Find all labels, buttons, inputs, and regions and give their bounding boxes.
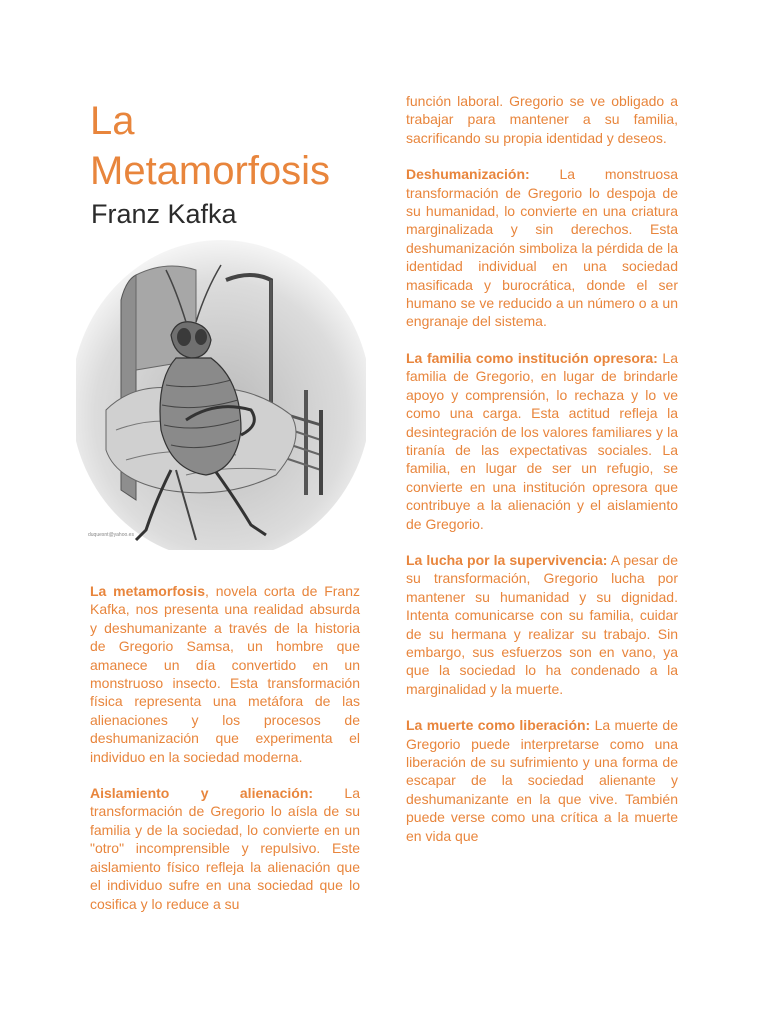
section-text: La familia de Gregorio, en lugar de brindarle apoyo y comprensión, lo rechaza y lo ve como una carga. Esta actitud refleja la desintegración de los valores familiares y la tiranía de las expectativas sociales. La familia, en lugar de ser un refugio, se convierte en una institución opresora que contribuye a la alienación y el aislamiento de Gregorio.	[406, 349, 678, 532]
section-text: La monstruosa transformación de Gregorio lo despoja de su humanidad, lo convierte en una criatura marginalizada y sin derechos. Esta deshumanización simboliza la pérdida de la identidad individual en una sociedad masificada y burocrática, donde el ser humano se ve reducido a un número o a un engranaje del sistema.	[406, 166, 678, 330]
author-name: Franz Kafka	[91, 199, 237, 229]
section-heading: Deshumanización:	[406, 166, 530, 183]
section-heading: La muerte como liberación:	[406, 717, 591, 734]
intro-paragraph	[90, 582, 360, 766]
section-familia	[406, 349, 678, 533]
continuation-paragraph: función laboral. Gregorio se ve obligado a trabajar para mantener a su familia, sacrificando su propia identidad y deseos.	[406, 93, 678, 146]
illustration-drawing	[76, 240, 366, 550]
intro-text: , novela corta de Franz Kafka, nos presenta una realidad absurda y deshumanizante a través de la historia de Gregorio Samsa, un hombre que amanece un día convertido en un monstruoso insecto. Esta transformación física representa una metáfora de las alienaciones y los procesos de deshumanización que experimenta el individuo en la sociedad moderna.	[90, 583, 360, 765]
section-heading: La familia como institución opresora:	[406, 349, 658, 366]
illustration-credit: duquesnt@yahoo.es	[88, 532, 134, 538]
right-column	[406, 92, 678, 863]
title-line-1: La	[90, 99, 135, 143]
section-heading: Aislamiento y alienación:	[90, 785, 314, 802]
section-muerte	[406, 716, 678, 845]
section-deshumanizacion	[406, 165, 678, 331]
intro-lead: La metamorfosis	[90, 583, 205, 599]
insect-illustration	[76, 240, 366, 550]
title-line-2: Metamorfosis	[90, 149, 331, 193]
section-text: A pesar de su transformación, Gregorio lucha por mantener su humanidad y su dignidad. Intenta comunicarse con su familia, cuidar de su hermana y realizar su trabajo. Sin embargo, sus esfuerzos son en vano, ya que la sociedad lo ha condenado a la marginalidad y la muerte.	[406, 551, 678, 697]
left-column	[90, 582, 360, 931]
section-lucha	[406, 551, 678, 698]
section-text: La transformación de Gregorio lo aísla de su familia y de la sociedad, lo convierte en un "otro" incomprensible y repulsivo. Este aislamiento físico refleja la alienación que el individuo sufre en una sociedad que lo cosifica y lo reduce a su	[90, 785, 360, 912]
section-text: La muerte de Gregorio puede interpretarse como una liberación de su sufrimiento y una forma de escapar de la sociedad alienante y deshumanizante en la que vive. También puede verse como una crítica a la muerte en vida que	[406, 717, 678, 844]
page-title	[90, 96, 380, 196]
section-heading: La lucha por la supervivencia:	[406, 551, 608, 568]
section-aislamiento	[90, 784, 360, 913]
